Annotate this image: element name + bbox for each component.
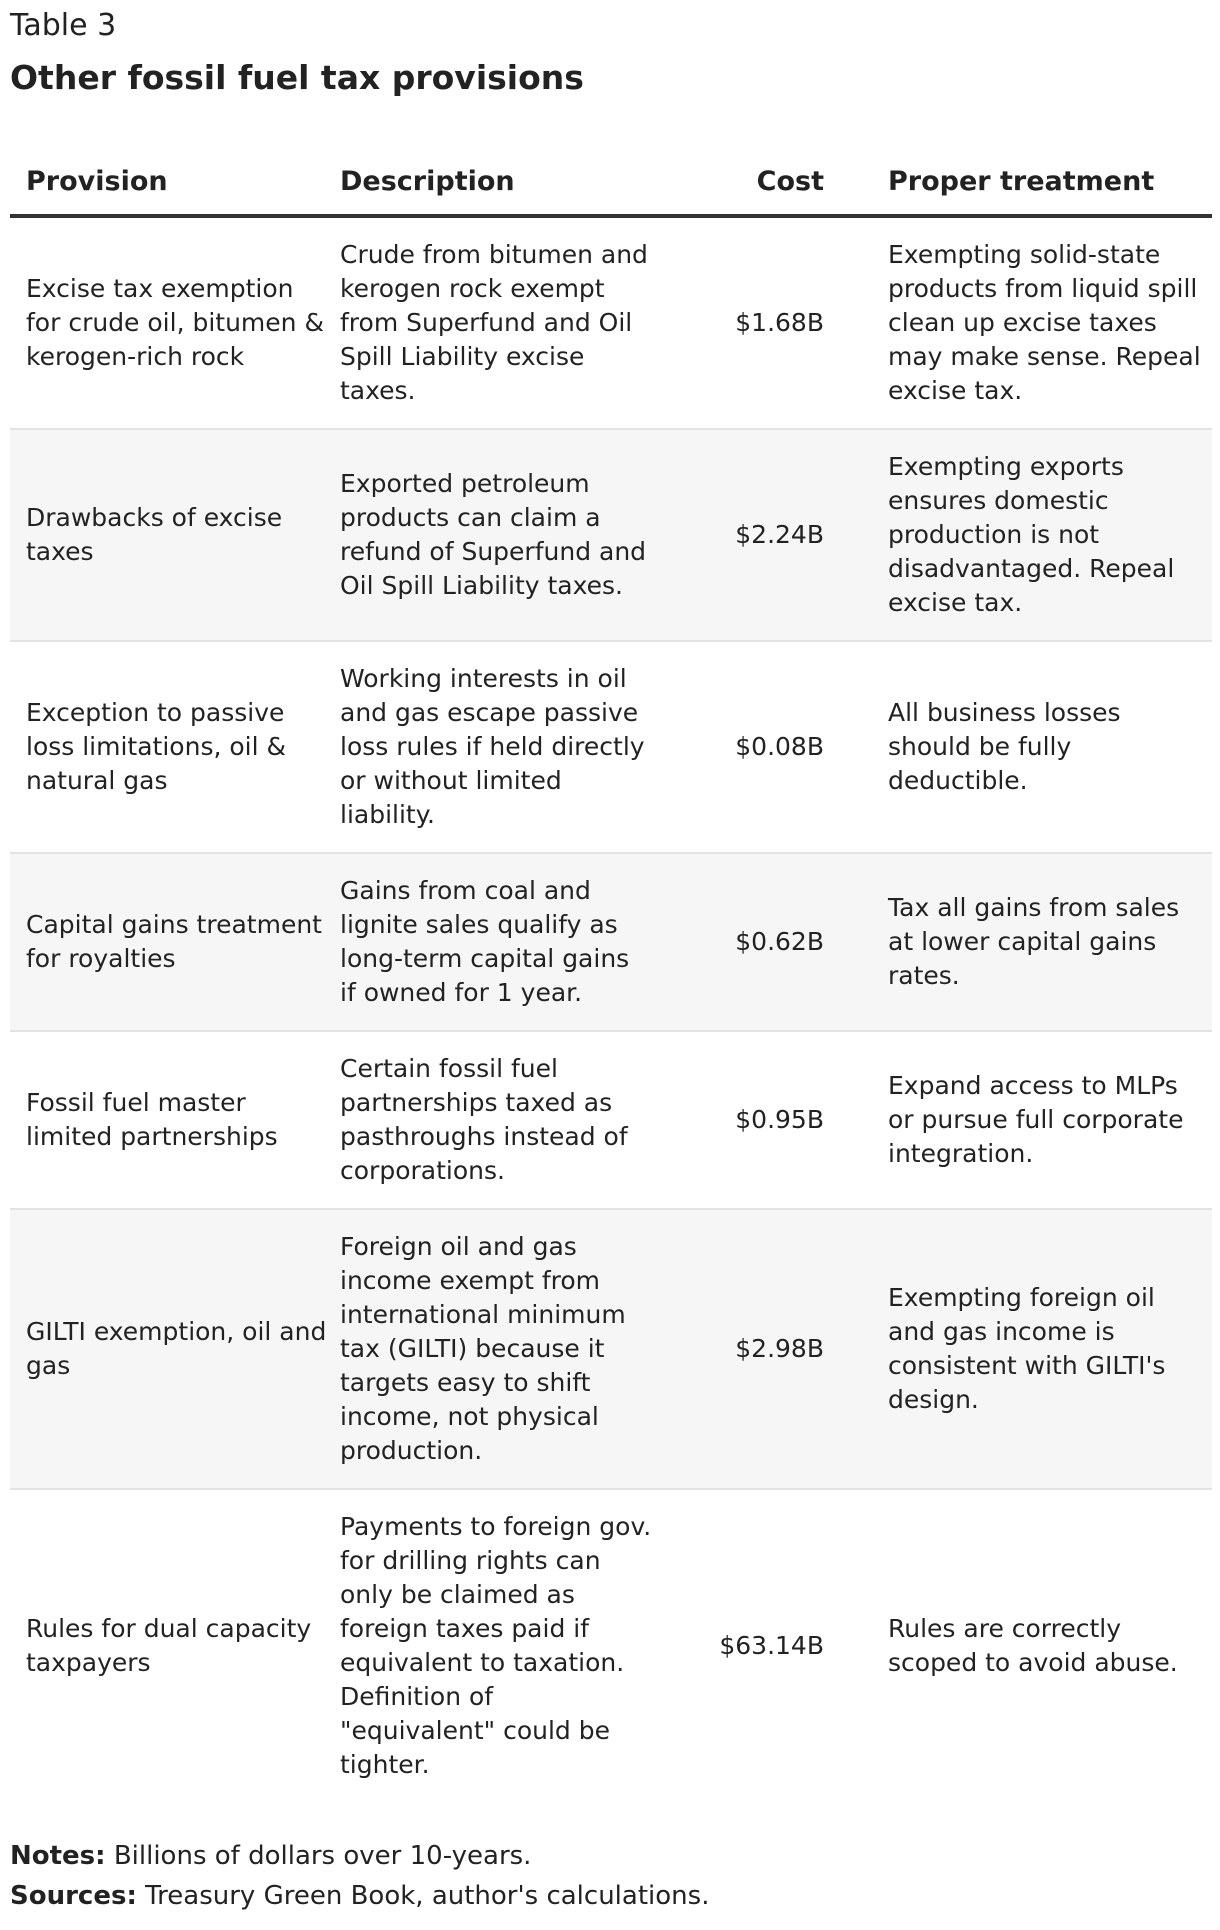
- cell-description: Exported petroleum products can claim a refund of Superfund and Oil Spill Liability taxes.: [340, 469, 647, 600]
- cell-provision: Fossil fuel master limited partnerships: [26, 1088, 278, 1151]
- notes-label: Notes:: [10, 1841, 106, 1871]
- table-row: [10, 430, 1212, 642]
- cell-description: Gains from coal and lignite sales qualify as long-term capital gains if owned for 1 year.: [340, 876, 630, 1007]
- cell-provision: Capital gains treatment for royalties: [26, 910, 322, 973]
- cell-provision: Rules for dual capacity taxpayers: [26, 1614, 312, 1677]
- cell-description: Payments to foreign gov. for drilling rights can only be claimed as foreign taxes paid if equivalent to taxation. Definition of "equivalent" could be tighter.: [340, 1512, 652, 1779]
- cell-cost: $1.68B: [735, 308, 824, 337]
- cell-treatment: Exempting foreign oil and gas income is consistent with GILTI's design.: [888, 1283, 1166, 1414]
- notes-text: Billions of dollars over 10-years.: [105, 1841, 532, 1871]
- table-header-row: [10, 148, 1212, 218]
- sources-line: [10, 1876, 1210, 1916]
- cell-description: Crude from bitumen and kerogen rock exempt from Superfund and Oil Spill Liability excise taxes.: [340, 240, 648, 405]
- cell-provision: GILTI exemption, oil and gas: [26, 1317, 327, 1380]
- table-row: [10, 218, 1212, 430]
- cell-cost: $0.08B: [735, 732, 824, 761]
- cell-cost: $2.24B: [735, 520, 824, 549]
- cell-provision: Exception to passive loss limitations, oil & natural gas: [26, 698, 286, 795]
- table-label: Table 3: [10, 8, 117, 43]
- table-row: [10, 1210, 1212, 1490]
- cell-description: Certain fossil fuel partnerships taxed as pasthroughs instead of corporations.: [340, 1054, 628, 1185]
- sources-text: Treasury Green Book, author's calculations.: [136, 1881, 710, 1911]
- cell-provision: Excise tax exemption for crude oil, bitumen & kerogen-rich rock: [26, 274, 324, 371]
- table-notes: [10, 1836, 1210, 1916]
- cell-treatment: Expand access to MLPs or pursue full corporate integration.: [888, 1071, 1184, 1168]
- cell-description: Working interests in oil and gas escape passive loss rules if held directly or without limited liability.: [340, 664, 645, 829]
- table-row: [10, 1490, 1212, 1802]
- cell-treatment: Tax all gains from sales at lower capital gains rates.: [888, 893, 1180, 990]
- header-provision: Provision: [26, 165, 168, 197]
- cell-treatment: Exempting solid-state products from liquid spill clean up excise taxes may make sense. Repeal excise tax.: [888, 240, 1201, 405]
- cell-description: Foreign oil and gas income exempt from international minimum tax (GILTI) because it targets easy to shift income, not physical production.: [340, 1232, 626, 1465]
- cell-cost: $0.62B: [735, 927, 824, 956]
- cell-treatment: All business losses should be fully deductible.: [888, 698, 1121, 795]
- cell-cost: $2.98B: [735, 1334, 824, 1363]
- cell-cost: $0.95B: [735, 1105, 824, 1134]
- provisions-table: [10, 148, 1212, 1802]
- cell-treatment: Rules are correctly scoped to avoid abuse.: [888, 1614, 1178, 1677]
- notes-line: [10, 1836, 1210, 1876]
- table-row: [10, 642, 1212, 854]
- table-row: [10, 854, 1212, 1032]
- cell-treatment: Exempting exports ensures domestic production is not disadvantaged. Repeal excise tax.: [888, 452, 1175, 617]
- table-row: [10, 1032, 1212, 1210]
- table-title: Other fossil fuel tax provisions: [10, 58, 584, 97]
- cell-cost: $63.14B: [719, 1631, 824, 1660]
- header-description: Description: [340, 165, 515, 197]
- sources-label: Sources:: [10, 1881, 137, 1911]
- cell-provision: Drawbacks of excise taxes: [26, 503, 283, 566]
- header-cost: Cost: [756, 165, 824, 197]
- header-treatment: Proper treatment: [888, 165, 1155, 197]
